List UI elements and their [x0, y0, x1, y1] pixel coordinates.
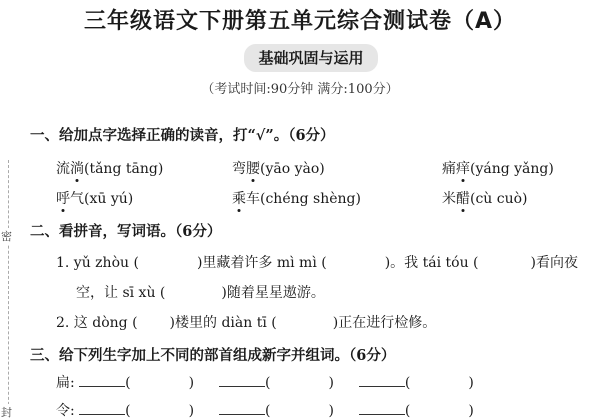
radical-blank[interactable] — [79, 402, 125, 415]
q2-line-1 — [56, 252, 578, 272]
q2-text-seg: )正在进行检修。 — [332, 315, 437, 331]
q1-item-dotted: 呼 — [56, 191, 70, 207]
radical-blank[interactable] — [359, 374, 405, 387]
q2-text-seg: )随着星星遨游。 — [221, 285, 325, 301]
exam-info: （考试时间:90分钟 满分:100分） — [201, 82, 399, 97]
word-paren-right: ) — [328, 403, 334, 419]
q2-heading: 二、看拼音，写词语。（6分） — [30, 223, 222, 240]
q1-item-dotted: 腰 — [246, 161, 260, 177]
q2-text-seg: 空，让 sī xù ( — [76, 285, 166, 301]
word-paren-right: ) — [468, 403, 474, 419]
q1-item-options[interactable]: (yāo yào) — [260, 161, 325, 177]
radical-blank[interactable] — [219, 374, 265, 387]
q1-item — [232, 158, 325, 178]
q1-item — [442, 188, 528, 208]
q2-text-seg: )楼里的 diàn tī ( — [169, 315, 277, 331]
q1-item-options[interactable]: (yáng yǎng) — [470, 161, 554, 177]
word-paren-left: ( — [404, 403, 411, 419]
q2-text-seg: )看向夜 — [530, 255, 578, 271]
word-paren-right: ) — [468, 375, 474, 391]
binding-line — [8, 160, 10, 420]
word-paren-left: ( — [404, 375, 411, 391]
q2-text-seg: 1. yǔ zhòu ( — [56, 255, 139, 271]
word-paren-left: ( — [125, 403, 131, 419]
q1-item-pre: 痛 — [442, 161, 456, 177]
q1-item-options[interactable]: (cù cuò) — [470, 191, 528, 207]
word-paren-left: ( — [265, 375, 271, 391]
word-paren-left: ( — [125, 375, 131, 391]
radical-blank[interactable] — [79, 374, 125, 387]
binding-char-bottom: 封 — [1, 406, 12, 419]
q1-item — [232, 188, 361, 208]
word-paren-right: ) — [188, 403, 195, 419]
q1-item-dotted: 乘 — [232, 191, 246, 207]
q2-line-3 — [56, 312, 436, 332]
radical-blank[interactable] — [219, 402, 265, 415]
q1-item-options[interactable]: (chéng shèng) — [260, 191, 361, 207]
word-paren-left: ( — [265, 403, 271, 419]
q1-item-pre: 米 — [442, 191, 456, 207]
q1-item-dotted: 醋 — [456, 191, 470, 207]
q1-heading: 一、给加点字选择正确的读音，打“√”。（6分） — [30, 127, 335, 144]
q3-heading: 三、给下列生字加上不同的部首组成新字并组词。（6分） — [30, 347, 396, 364]
q2-line-2 — [76, 282, 325, 302]
exam-title: 三年级语文下册第五单元综合测试卷（A） — [83, 9, 517, 34]
q1-item-pre: 弯 — [232, 161, 246, 177]
q1-item-dotted: 痒 — [456, 161, 470, 177]
word-paren-right: ) — [188, 375, 195, 391]
q1-item-post: 气 — [70, 191, 84, 207]
q3-char: 扁: — [56, 375, 75, 391]
section-badge: 基础巩固与运用 — [244, 44, 378, 72]
q1-item — [56, 188, 133, 208]
q3-row — [56, 400, 474, 420]
word-paren-right: ) — [328, 375, 334, 391]
q2-text-seg: )。我 tái tóu ( — [384, 255, 479, 271]
q2-text-seg: )里藏着许多 mì mì ( — [196, 255, 327, 271]
q1-item-options[interactable]: (xū yú) — [84, 191, 134, 207]
q2-text-seg: 2. 这 dòng ( — [56, 315, 138, 331]
q1-item — [56, 158, 163, 178]
q1-item-options[interactable]: (tǎng tāng) — [84, 161, 164, 177]
q3-row — [56, 372, 474, 392]
q1-item-post: 车 — [246, 191, 260, 207]
q1-item-pre: 流 — [56, 161, 70, 177]
q1-item — [442, 158, 554, 178]
q1-item-dotted: 淌 — [70, 161, 84, 177]
radical-blank[interactable] — [359, 402, 405, 415]
q3-char: 令: — [56, 403, 75, 419]
binding-char-top: 密 — [1, 230, 12, 243]
